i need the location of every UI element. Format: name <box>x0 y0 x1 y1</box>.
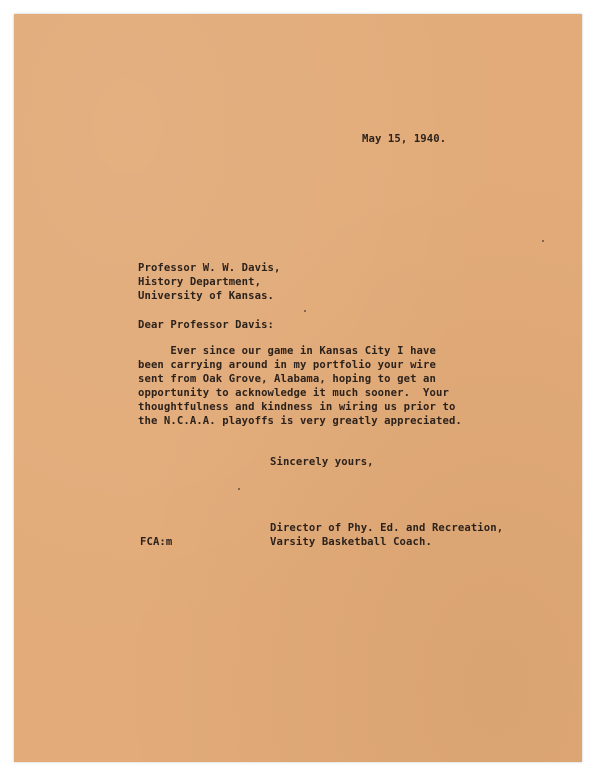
paper-speck <box>542 240 544 242</box>
recipient-name: Professor W. W. Davis, <box>138 262 281 274</box>
paper-speck <box>238 488 240 490</box>
body-line: opportunity to acknowledge it much sooner. Your <box>138 387 449 399</box>
salutation: Dear Professor Davis: <box>138 319 275 331</box>
recipient-institution: University of Kansas. <box>138 290 275 302</box>
closing: Sincerely yours, <box>270 456 374 468</box>
signature-title-line-1: Director of Phy. Ed. and Recreation, <box>270 522 504 534</box>
recipient-department: History Department, <box>138 276 262 288</box>
letter-date: May 15, 1940. <box>362 133 447 145</box>
body-line: thoughtfulness and kindness in wiring us prior to <box>138 401 456 413</box>
body-line: the N.C.A.A. playoffs is very greatly appreciated. <box>138 415 462 427</box>
signature-title-line-2: Varsity Basketball Coach. <box>270 536 432 548</box>
paper-speck <box>304 310 306 312</box>
body-line: sent from Oak Grove, Alabama, hoping to get an <box>138 373 436 385</box>
reference-initials: FCA:m <box>140 536 173 548</box>
letter-page <box>14 14 582 762</box>
body-line: been carrying around in my portfolio your wire <box>138 359 436 371</box>
body-line: Ever since our game in Kansas City I have <box>138 345 436 357</box>
